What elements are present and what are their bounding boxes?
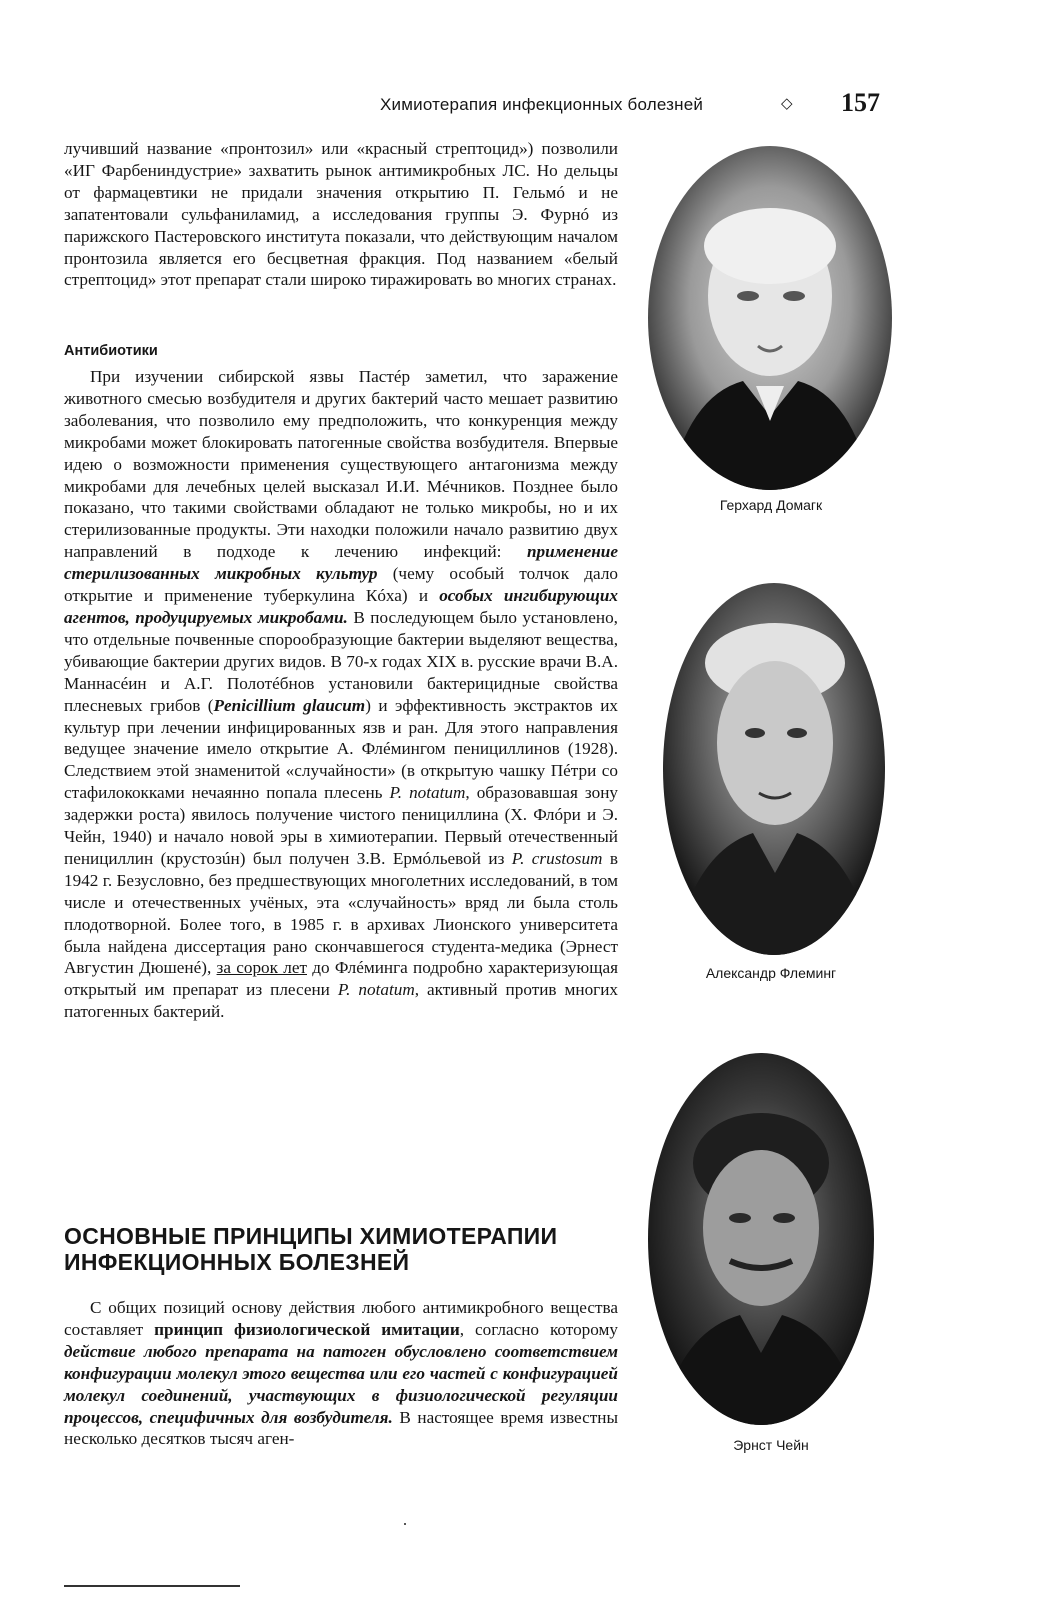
- intro-text: лучивший название «пронтозил» или «красный стрептоцид») позволили «ИГ Фарбениндустрие» захватить рынок антимикробных ЛС. Но дельцы от фармацевтики не придали значения открытию П. Гельмó и не запатентовали сульфаниламид, а исследования группы Э. Фурнó из парижского Пастеровского института показали, что действующим началом пронтозила является его бесцветная фракция. Под названием «белый стрептоцид» этот препарат стали широко тиражировать во многих странах.: [64, 139, 618, 290]
- portrait-image: [648, 146, 892, 490]
- section-heading: [64, 1223, 618, 1275]
- footer-rule: [64, 1585, 240, 1587]
- portrait-image: [663, 583, 885, 955]
- text-run: , активный против многих патогенных бактерий.: [64, 980, 619, 1022]
- text-run: в 1942 г. Безусловно, без предшествующих многолетних исследований, в том числе и отечественных учёных, эта «случайность» вряд ли была столь плодотворной. Более того, в 1985 г. в архивах Лионского университета была найдена диссертация рано скончавшегося студента-медика (Эрнест Августин Дюшенé),: [64, 848, 618, 978]
- text-run: , согласно которому: [459, 1319, 619, 1339]
- latin-name: Penicillium glaucum: [213, 695, 366, 715]
- portrait-caption: Эрнст Чейн: [733, 1437, 809, 1453]
- latin-name: P. crustosum: [511, 848, 603, 868]
- diamond-ornament-icon: ◇: [781, 95, 793, 112]
- text-run: ) и эффективность экстрактов их культур при лечении инфицированных язв и ран. Для этого направления ведущее значение имело открытие А. Флéмингом пенициллинов (1928). Следствием этой знаменитой «случайности» (в открытую чашку Пéтри со стафилококками нечаянно попала плесень: [64, 695, 618, 803]
- text-run: (чему особый толчок дало открытие и применение туберкулина Кóха) и: [64, 564, 618, 606]
- intro-paragraph: [64, 138, 618, 291]
- principles-paragraph: [64, 1297, 618, 1450]
- section-heading-line: ИНФЕКЦИОННЫХ БОЛЕЗНЕЙ: [64, 1249, 410, 1275]
- antibiotics-section: [64, 366, 618, 1023]
- portrait-photo-chain: [648, 1053, 874, 1425]
- portrait-caption: Герхард Домагк: [719, 497, 823, 513]
- text-run: В последующем было установлено, что отдельные почвенные спорообразующие бактерии выделяют вещества, убивающие бактерии других видов. В 70-х годах XIX в. русские врачи В.А. Маннасéин и А.Г. Полотéбнов установили бактерицидные свойства плесневых грибов (: [64, 607, 618, 715]
- text-run: С общих позиций основу действия любого антимикробного вещества составляет: [64, 1298, 618, 1339]
- section-heading-line: ОСНОВНЫЕ ПРИНЦИПЫ ХИМИОТЕРАПИИ: [64, 1223, 558, 1249]
- emphasis-run: особых ингибирующих агентов, продуцируемых микробами.: [64, 586, 618, 627]
- text-run: , образовавшая зону задержки роста) явилось получение чистого пенициллина (Х. Флóри и Э. Чейн, 1940) и начало новой эры в химиотерапии. Первый отечественный пенициллин (крустозúн) был получен З.В. Ермóльевой из: [64, 783, 619, 868]
- underlined-run: за сорок лет: [216, 958, 307, 978]
- print-speck: [404, 1523, 406, 1525]
- portrait-caption: Александр Флеминг: [705, 965, 837, 981]
- portrait-image: [648, 1053, 874, 1425]
- principles-section: [64, 1297, 618, 1450]
- emphasis-run: действие любого препарата на патоген обусловлено соответствием конфигурации молекул этого вещества или его частей с конфигурацией молекул соединений, участвующих в физиологической регуляции процессов, специфичных для возбудителя.: [64, 1341, 618, 1427]
- page-number: 157: [841, 88, 880, 117]
- latin-name: P. notatum: [389, 783, 466, 803]
- emphasis-run: применение стерилизованных микробных культур: [64, 542, 618, 584]
- portrait-photo-domagk: [648, 146, 892, 490]
- portrait-photo-fleming: [663, 583, 885, 955]
- text-run: В настоящее время известны несколько десятков тысяч аген-: [64, 1407, 618, 1449]
- text-run: до Флéминга подробно характеризующая открытый им препарат из плесени: [64, 958, 618, 1000]
- bold-run: принцип физиологической имитации: [154, 1319, 460, 1339]
- latin-name: P. notatum: [337, 980, 415, 1000]
- subheading-antibiotics: Антибиотики: [64, 343, 158, 359]
- running-head-title: Химиотерапия инфекционных болезней: [380, 95, 704, 114]
- running-head: [380, 88, 900, 123]
- text-run: При изучении сибирской язвы Пастéр заметил, что заражение животного смесью возбудителя и других бактерий часто мешает развитию заболевания, что позволило ему предположить, что конкуренция между микробами может блокировать патогенные свойства возбудителя. Впервые идею о возможности применения существующего антагонизма между микробами для лечебных целей высказал И.И. Мéчников. Позднее было показано, что такими свойствами обладают не только микробы, но и их стерилизованные продукты. Эти находки положили начало развитию двух направлений в подходе к лечению инфекций:: [64, 367, 618, 562]
- antibiotics-paragraph: [64, 366, 618, 1023]
